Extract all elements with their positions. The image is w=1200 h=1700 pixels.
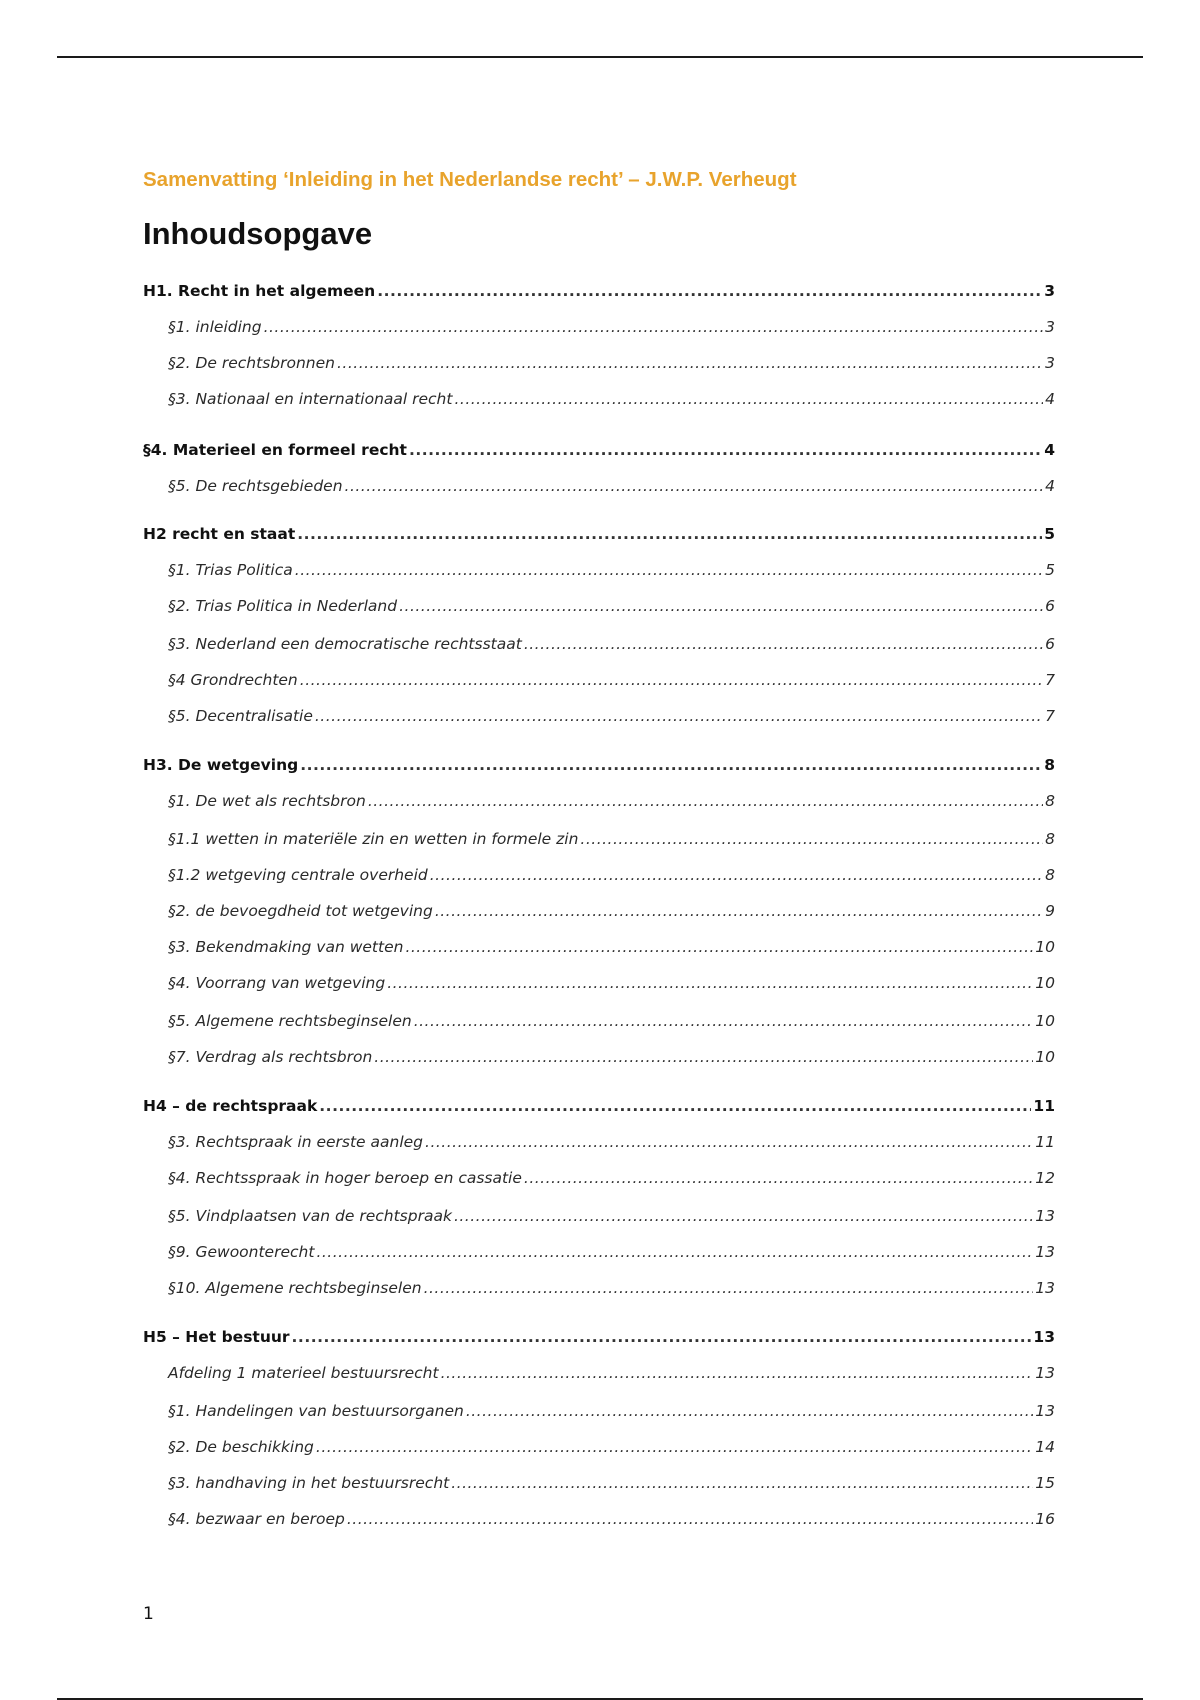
toc-entry-page: 10: [1035, 974, 1055, 992]
dot-leader: [377, 280, 1042, 302]
toc-entry-h2-5[interactable]: [168, 705, 1055, 727]
dot-leader: [425, 1131, 1033, 1153]
toc-entry-label: §1. De wet als rechtsbron: [168, 792, 366, 810]
toc-entry-label: §2. Trias Politica in Nederland: [168, 597, 398, 615]
dot-leader: [264, 316, 1044, 338]
dot-leader: [441, 1362, 1034, 1384]
toc-entry-h1-3[interactable]: [168, 388, 1055, 410]
toc-entry-label: §3. handhaving in het bestuursrecht: [168, 1474, 450, 1492]
toc-entry-h3-4[interactable]: [168, 972, 1055, 994]
dot-leader: [374, 1046, 1033, 1068]
toc-entry-label: §4. bezwaar en beroep: [168, 1510, 345, 1528]
toc-entry-h5-afdeling-1[interactable]: [168, 1362, 1055, 1384]
dot-leader: [300, 669, 1043, 691]
toc-entry-h1-1[interactable]: [168, 316, 1055, 338]
toc-entry-page: 10: [1035, 1048, 1055, 1066]
toc-entry-page: 13: [1035, 1207, 1055, 1225]
toc-entry-h5[interactable]: [143, 1326, 1055, 1348]
toc-entry-page: 13: [1035, 1243, 1055, 1261]
dot-leader: [580, 828, 1043, 850]
toc-entry-h1[interactable]: [143, 280, 1055, 302]
toc-entry-h4[interactable]: [143, 1095, 1055, 1117]
document-subtitle: Samenvatting ‘Inleiding in het Nederlandse recht’ – J.W.P. Verheugt: [143, 168, 797, 191]
toc-entry-h3-1-2[interactable]: [168, 864, 1055, 886]
toc-entry-label: H5 – Het bestuur: [143, 1328, 290, 1346]
toc-entry-s4[interactable]: [143, 439, 1055, 461]
toc-entry-page: 3: [1045, 318, 1055, 336]
dot-leader: [454, 1205, 1033, 1227]
dot-leader: [295, 559, 1043, 581]
toc-entry-label: §3. Bekendmaking van wetten: [168, 938, 404, 956]
dot-leader: [368, 790, 1043, 812]
toc-entry-label: §5. De rechtsgebieden: [168, 477, 343, 495]
dot-leader: [345, 475, 1044, 497]
toc-entry-page: 13: [1035, 1364, 1055, 1382]
toc-entry-page: 4: [1045, 390, 1055, 408]
dot-leader: [316, 1241, 1033, 1263]
toc-entry-h2[interactable]: [143, 523, 1055, 545]
toc-entry-page: 5: [1044, 525, 1055, 543]
dot-leader: [405, 936, 1033, 958]
toc-entry-label: H1. Recht in het algemeen: [143, 282, 376, 300]
dot-leader: [316, 1436, 1033, 1458]
toc-entry-label: §4 Grondrechten: [168, 671, 298, 689]
toc-entry-h3-3[interactable]: [168, 936, 1055, 958]
toc-entry-h2-3[interactable]: [168, 633, 1055, 655]
dot-leader: [337, 352, 1043, 374]
toc-entry-label: H3. De wetgeving: [143, 756, 299, 774]
toc-entry-label: §9. Gewoonterecht: [168, 1243, 315, 1261]
toc-entry-page: 3: [1045, 354, 1055, 372]
toc-entry-page: 12: [1035, 1169, 1055, 1187]
dot-leader: [315, 705, 1043, 727]
toc-entry-label: §5. Algemene rechtsbeginselen: [168, 1012, 412, 1030]
toc-entry-h4-3[interactable]: [168, 1131, 1055, 1153]
toc-entry-page: 13: [1035, 1402, 1055, 1420]
dot-leader: [435, 900, 1043, 922]
dot-leader: [297, 523, 1042, 545]
toc-entry-h3-1[interactable]: [168, 790, 1055, 812]
toc-heading: Inhoudsopgave: [143, 216, 373, 251]
dot-leader: [454, 388, 1043, 410]
toc-entry-page: 14: [1035, 1438, 1055, 1456]
toc-entry-page: 8: [1045, 830, 1055, 848]
toc-entry-page: 6: [1045, 635, 1055, 653]
dot-leader: [319, 1095, 1031, 1117]
toc-entry-page: 9: [1045, 902, 1055, 920]
toc-entry-page: 11: [1035, 1133, 1055, 1151]
toc-entry-page: 15: [1035, 1474, 1055, 1492]
toc-entry-page: 8: [1045, 792, 1055, 810]
toc-entry-page: 3: [1044, 282, 1055, 300]
toc-entry-h3[interactable]: [143, 754, 1055, 776]
toc-entry-label: §7. Verdrag als rechtsbron: [168, 1048, 373, 1066]
dot-leader: [300, 754, 1042, 776]
toc-entry-h1-2[interactable]: [168, 352, 1055, 374]
toc-entry-h2-4[interactable]: [168, 669, 1055, 691]
toc-entry-h4-5[interactable]: [168, 1205, 1055, 1227]
toc-entry-page: 10: [1035, 1012, 1055, 1030]
toc-entry-page: 4: [1045, 477, 1055, 495]
toc-entry-label: §1. inleiding: [168, 318, 262, 336]
toc-entry-page: 7: [1045, 671, 1055, 689]
dot-leader: [387, 972, 1033, 994]
toc-entry-label: H2 recht en staat: [143, 525, 296, 543]
toc-entry-page: 11: [1033, 1097, 1055, 1115]
toc-entry-h3-2[interactable]: [168, 900, 1055, 922]
toc-entry-label: §3. Nationaal en internationaal recht: [168, 390, 453, 408]
toc-entry-page: 8: [1044, 756, 1055, 774]
toc-entry-label: §1. Trias Politica: [168, 561, 293, 579]
toc-entry-label: §1.2 wetgeving centrale overheid: [168, 866, 428, 884]
toc-entry-label: §4. Materieel en formeel recht: [143, 441, 407, 459]
toc-entry-h4-10[interactable]: [168, 1277, 1055, 1299]
toc-entry-page: 7: [1045, 707, 1055, 725]
toc-entry-h3-7[interactable]: [168, 1046, 1055, 1068]
dot-leader: [414, 1010, 1034, 1032]
toc-entry-h5-2[interactable]: [168, 1436, 1055, 1458]
toc-entry-label: §2. de bevoegdheid tot wetgeving: [168, 902, 433, 920]
toc-entry-page: 4: [1044, 441, 1055, 459]
toc-entry-h4-4[interactable]: [168, 1167, 1055, 1189]
toc-entry-s5[interactable]: [168, 475, 1055, 497]
dot-leader: [292, 1326, 1032, 1348]
toc-entry-page: 13: [1033, 1328, 1055, 1346]
dot-leader: [409, 439, 1042, 461]
header-rule: [57, 56, 1143, 58]
toc-entry-label: §1. Handelingen van bestuursorganen: [168, 1402, 464, 1420]
toc-entry-label: §3. Nederland een democratische rechtsstaat: [168, 635, 522, 653]
dot-leader: [424, 1277, 1034, 1299]
toc-entry-h3-5[interactable]: [168, 1010, 1055, 1032]
toc-entry-page: 8: [1045, 866, 1055, 884]
toc-entry-label: §5. Vindplaatsen van de rechtspraak: [168, 1207, 452, 1225]
dot-leader: [451, 1472, 1033, 1494]
toc-entry-label: §3. Rechtspraak in eerste aanleg: [168, 1133, 424, 1151]
toc-entry-label: §2. De beschikking: [168, 1438, 314, 1456]
dot-leader: [430, 864, 1043, 886]
toc-entry-label: §4. Rechtsspraak in hoger beroep en cassatie: [168, 1169, 522, 1187]
toc-entry-label: Afdeling 1 materieel bestuursrecht: [168, 1364, 439, 1382]
toc-entry-label: §2. De rechtsbronnen: [168, 354, 335, 372]
page-number: 1: [143, 1604, 154, 1624]
dot-leader: [524, 633, 1043, 655]
toc-entry-label: §1.1 wetten in materiële zin en wetten in formele zin: [168, 830, 579, 848]
toc-entry-page: 5: [1045, 561, 1055, 579]
toc-entry-label: §4. Voorrang van wetgeving: [168, 974, 386, 992]
dot-leader: [524, 1167, 1033, 1189]
toc-entry-h5-3[interactable]: [168, 1472, 1055, 1494]
toc-entry-h5-1[interactable]: [168, 1400, 1055, 1422]
toc-entry-h2-2[interactable]: [168, 595, 1055, 617]
dot-leader: [466, 1400, 1033, 1422]
dot-leader: [399, 595, 1043, 617]
toc-entry-label: §10. Algemene rechtsbeginselen: [168, 1279, 422, 1297]
toc-entry-page: 13: [1035, 1279, 1055, 1297]
dot-leader: [347, 1508, 1033, 1530]
toc-entry-page: 10: [1035, 938, 1055, 956]
toc-entry-label: H4 – de rechtspraak: [143, 1097, 318, 1115]
toc-entry-label: §5. Decentralisatie: [168, 707, 313, 725]
toc-entry-h5-4[interactable]: [168, 1508, 1055, 1530]
toc-entry-h2-1[interactable]: [168, 559, 1055, 581]
toc-entry-page: 6: [1045, 597, 1055, 615]
toc-entry-page: 16: [1035, 1510, 1055, 1528]
toc-entry-h4-9[interactable]: [168, 1241, 1055, 1263]
toc-entry-h3-1-1[interactable]: [168, 828, 1055, 850]
